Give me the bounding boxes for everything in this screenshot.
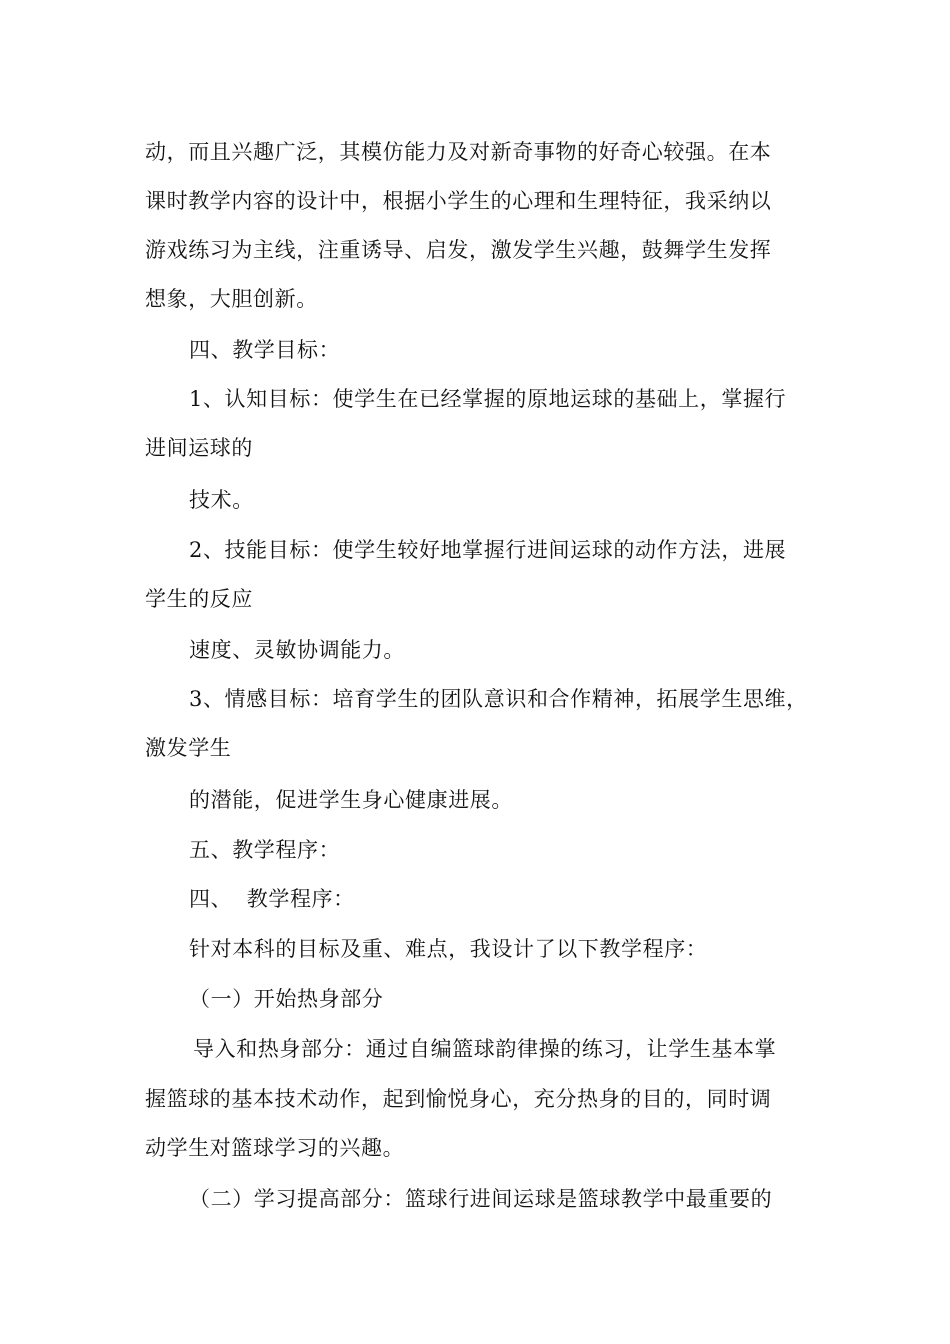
section-heading: 四、 教学程序： [189, 887, 355, 911]
section-heading: 四、教学目标： [189, 338, 341, 362]
paragraph-line: 1、认知目标：使学生在已经掌握的原地运球的基础上，掌握行 [189, 387, 787, 411]
paragraph-line: 导入和热身部分：通过自编篮球韵律操的练习，让学生基本掌 [193, 1037, 777, 1061]
paragraph-line: 激发学生 [145, 736, 232, 760]
paragraph-line: 动，而且兴趣广泛，其模仿能力及对新奇事物的好奇心较强。在本 [145, 140, 772, 164]
paragraph-line: 速度、灵敏协调能力。 [189, 638, 405, 662]
paragraph-line: 2、技能目标：使学生较好地掌握行进间运球的动作方法，进展 [189, 538, 787, 562]
paragraph-line: 的潜能，促进学生身心健康进展。 [189, 788, 513, 812]
paragraph-line: 进间运球的 [145, 436, 253, 460]
paragraph-line: 3、情感目标：培育学生的团队意识和合作精神，拓展学生思维， [189, 687, 808, 711]
subsection-heading: （一）开始热身部分 [189, 987, 384, 1011]
paragraph-line: 游戏练习为主线，注重诱导、启发，激发学生兴趣，鼓舞学生发挥 [145, 238, 772, 262]
paragraph-line: 握篮球的基本技术动作，起到愉悦身心，充分热身的目的，同时调 [145, 1087, 772, 1111]
paragraph-line: 学生的反应 [145, 587, 253, 611]
paragraph-line: 针对本科的目标及重、难点，我设计了以下教学程序： [189, 937, 708, 961]
paragraph-line: 想象，大胆创新。 [145, 287, 318, 311]
subsection-heading: （二）学习提高部分：篮球行进间运球是篮球教学中最重要的 [189, 1187, 773, 1211]
paragraph-line: 课时教学内容的设计中，根据小学生的心理和生理特征，我采纳以 [145, 189, 772, 213]
section-heading: 五、教学程序： [189, 838, 341, 862]
paragraph-line: 技术。 [189, 488, 254, 512]
paragraph-line: 动学生对篮球学习的兴趣。 [145, 1136, 405, 1160]
